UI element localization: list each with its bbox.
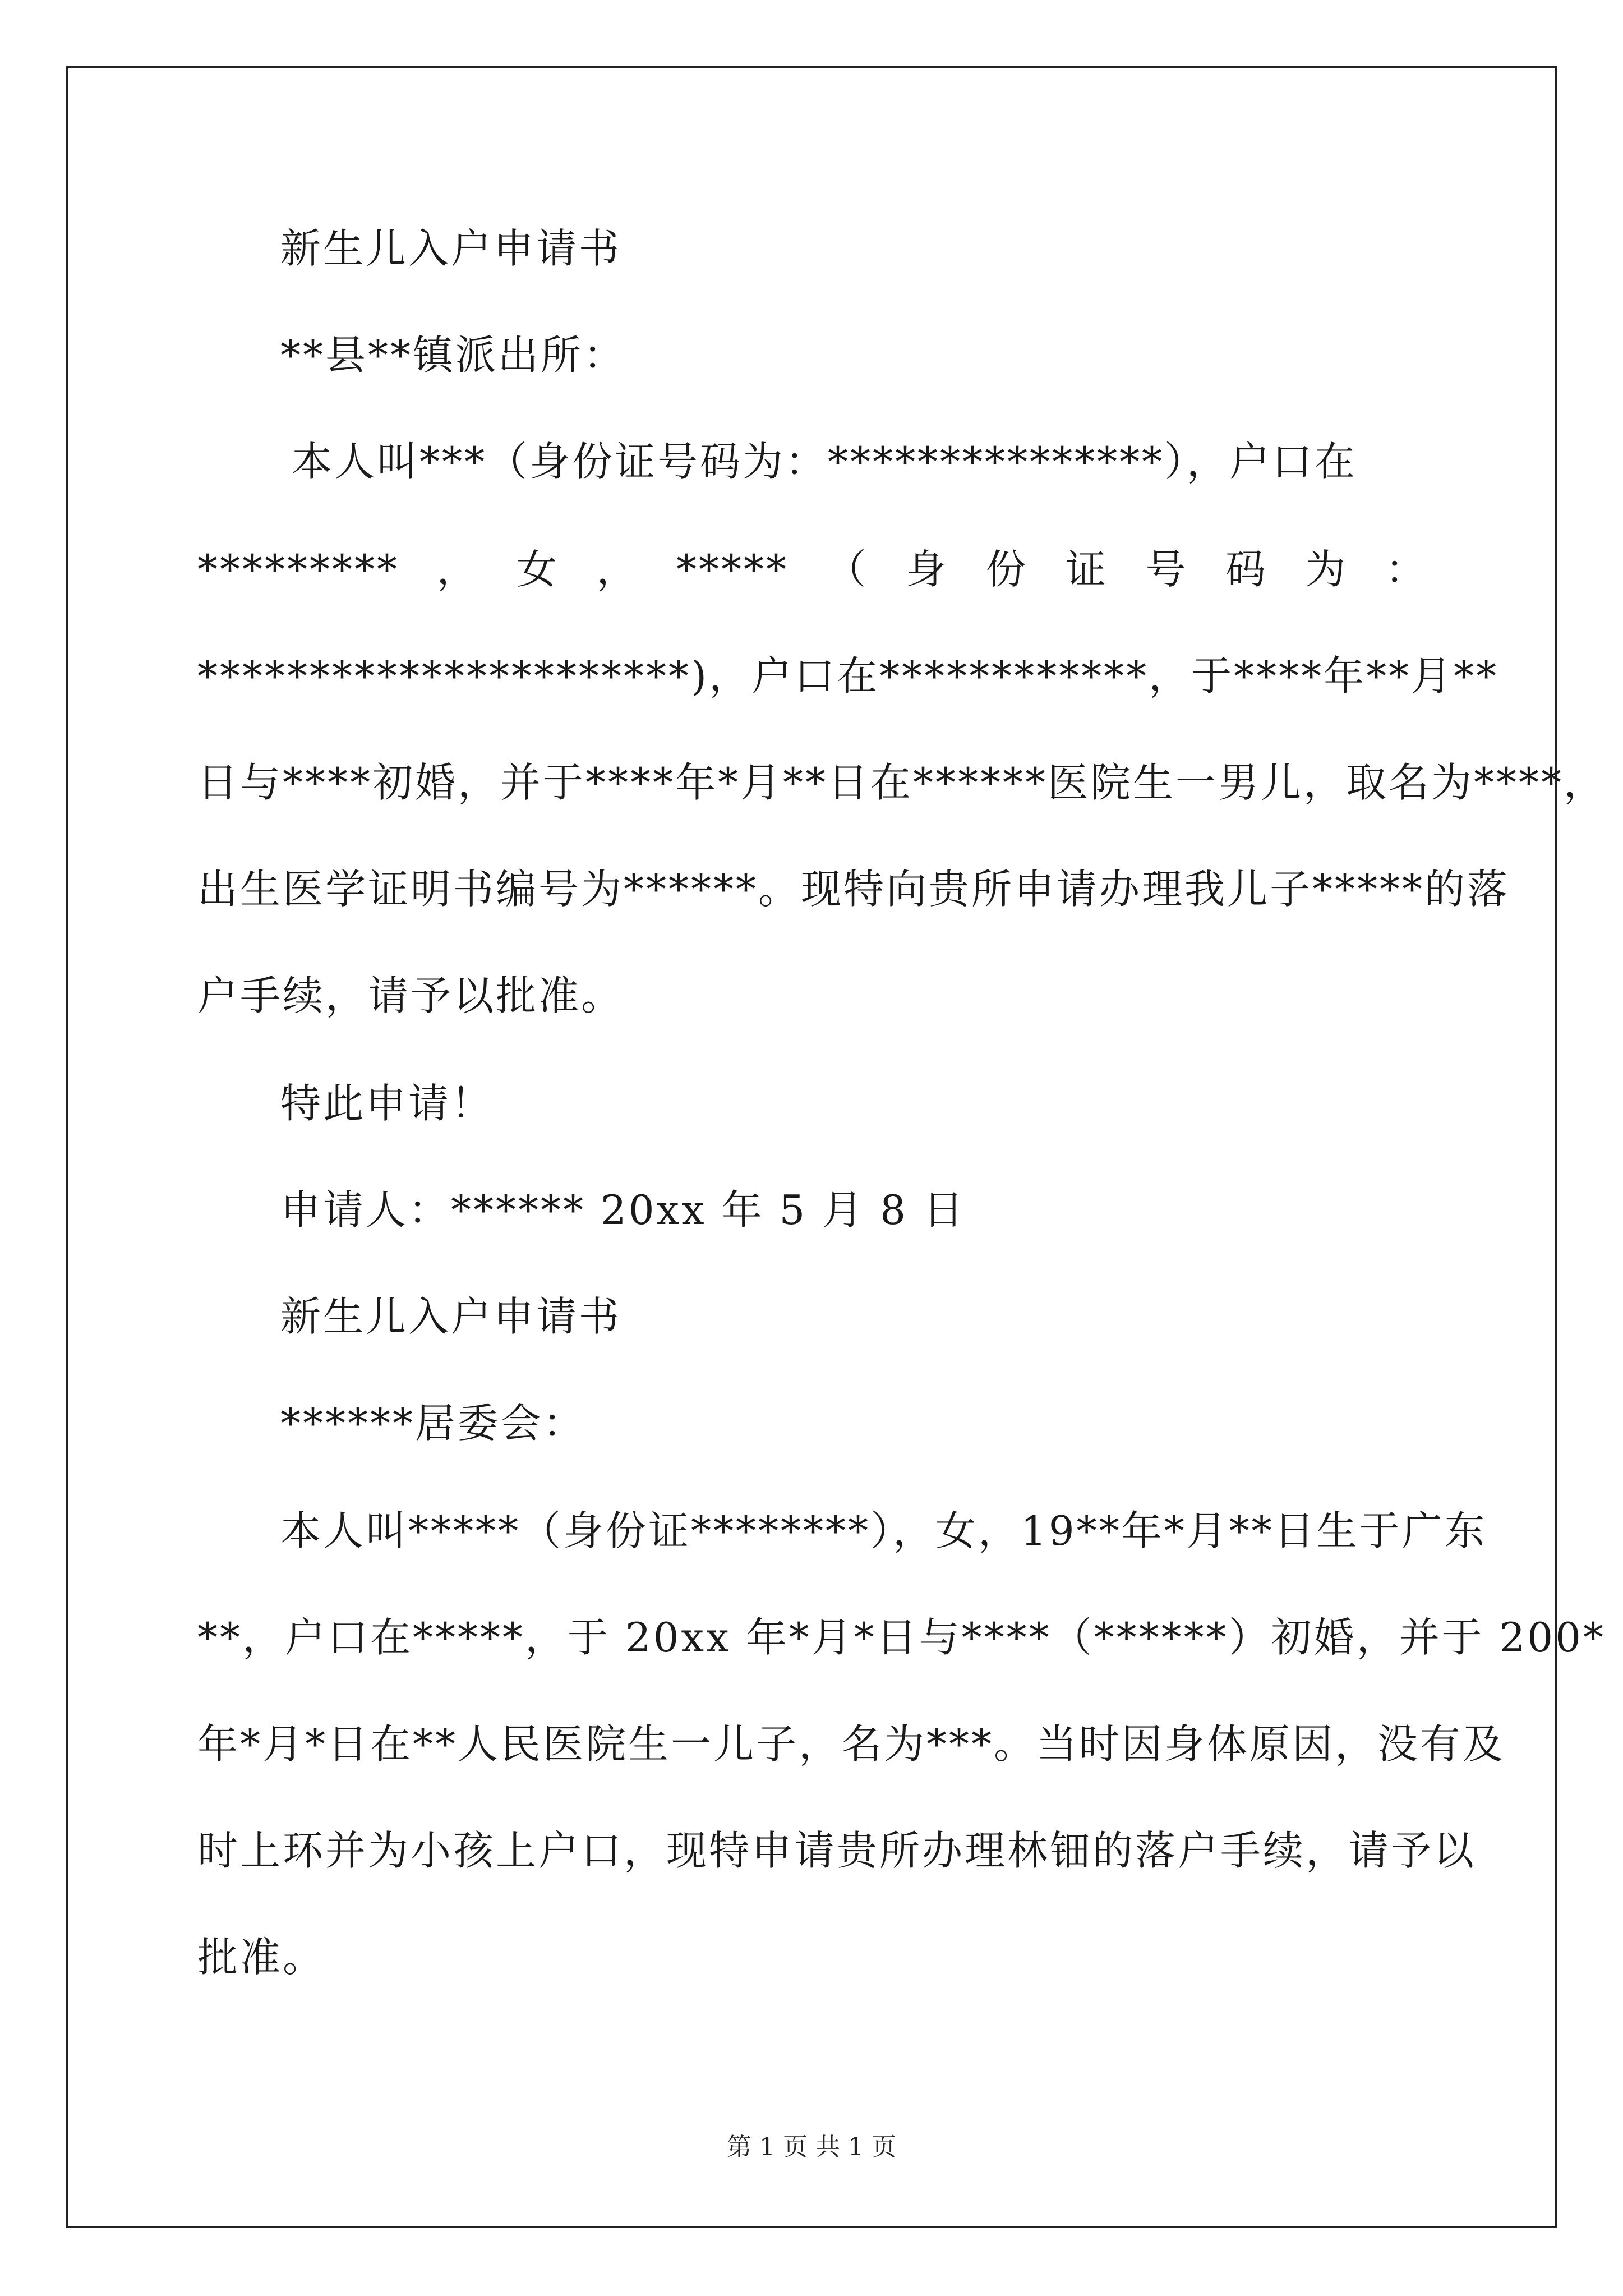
addressee-2: ******居委会： (280, 1400, 586, 1447)
paragraph-2-line-4: 时上环并为小孩上户口，现特申请贵所办理林钿的落户手续，请予以 (197, 1827, 1477, 1874)
page-number-footer: 第 1 页 共 1 页 (727, 2133, 896, 2161)
paragraph-1-line-2-part: ， (436, 546, 479, 593)
closing-1: 特此申请！ (280, 1080, 494, 1127)
paragraph-1-line-2-part: ********* (197, 546, 399, 593)
paragraph-1-line-2-part: ， (596, 546, 639, 593)
paragraph-1-line-2-part: 码 (1225, 546, 1268, 593)
paragraph-1-line-2-part: 份 (985, 546, 1029, 593)
paragraph-1-line-2-part: 身 (905, 546, 948, 593)
signature-1: 申请人：****** 20xx 年 5 月 8 日 (280, 1186, 966, 1234)
paragraph-2-line-2: **，户口在*****，于 20xx 年*月*日与****（******）初婚，并于 200* (197, 1614, 1606, 1661)
paragraph-1-line-2-part: 为 (1305, 546, 1348, 593)
paragraph-1-line-1: 本人叫***（身份证号码为：***************），户口在 (292, 438, 1358, 485)
paragraph-1-line-2-part: 女 (516, 546, 559, 593)
document-title-1: 新生儿入户申请书 (280, 225, 622, 272)
paragraph-1-line-4: 日与****初婚，并于****年*月**日在******医院生一男儿，取名为****， (197, 759, 1607, 806)
addressee-1: **县**镇派出所： (280, 332, 626, 379)
paragraph-2-line-3: 年*月*日在**人民医院生一儿子，名为***。当时因身体原因，没有及 (197, 1720, 1506, 1768)
page-border (66, 66, 1557, 2228)
paragraph-1-line-3: **********************)，户口在************，于****年**月** (197, 652, 1499, 700)
paragraph-1-line-2-part: 证 (1065, 546, 1108, 593)
document-title-2: 新生儿入户申请书 (280, 1293, 622, 1340)
paragraph-1-line-2 (197, 544, 1428, 595)
paragraph-1-line-2-part: （ (826, 546, 869, 593)
paragraph-2-line-5: 批准。 (197, 1934, 326, 1981)
paragraph-1-line-2-part: 号 (1145, 546, 1188, 593)
paragraph-1-line-2-part: ： (1385, 546, 1428, 593)
paragraph-1-line-2-part: ***** (676, 546, 789, 593)
paragraph-2-line-1: 本人叫*****（身份证********），女，19**年*月**日生于广东 (280, 1507, 1487, 1554)
paragraph-1-line-6: 户手续，请予以批准。 (197, 972, 624, 1019)
paragraph-1-line-5: 出生医学证明书编号为******。现特向贵所申请办理我儿子*****的落 (197, 866, 1510, 913)
